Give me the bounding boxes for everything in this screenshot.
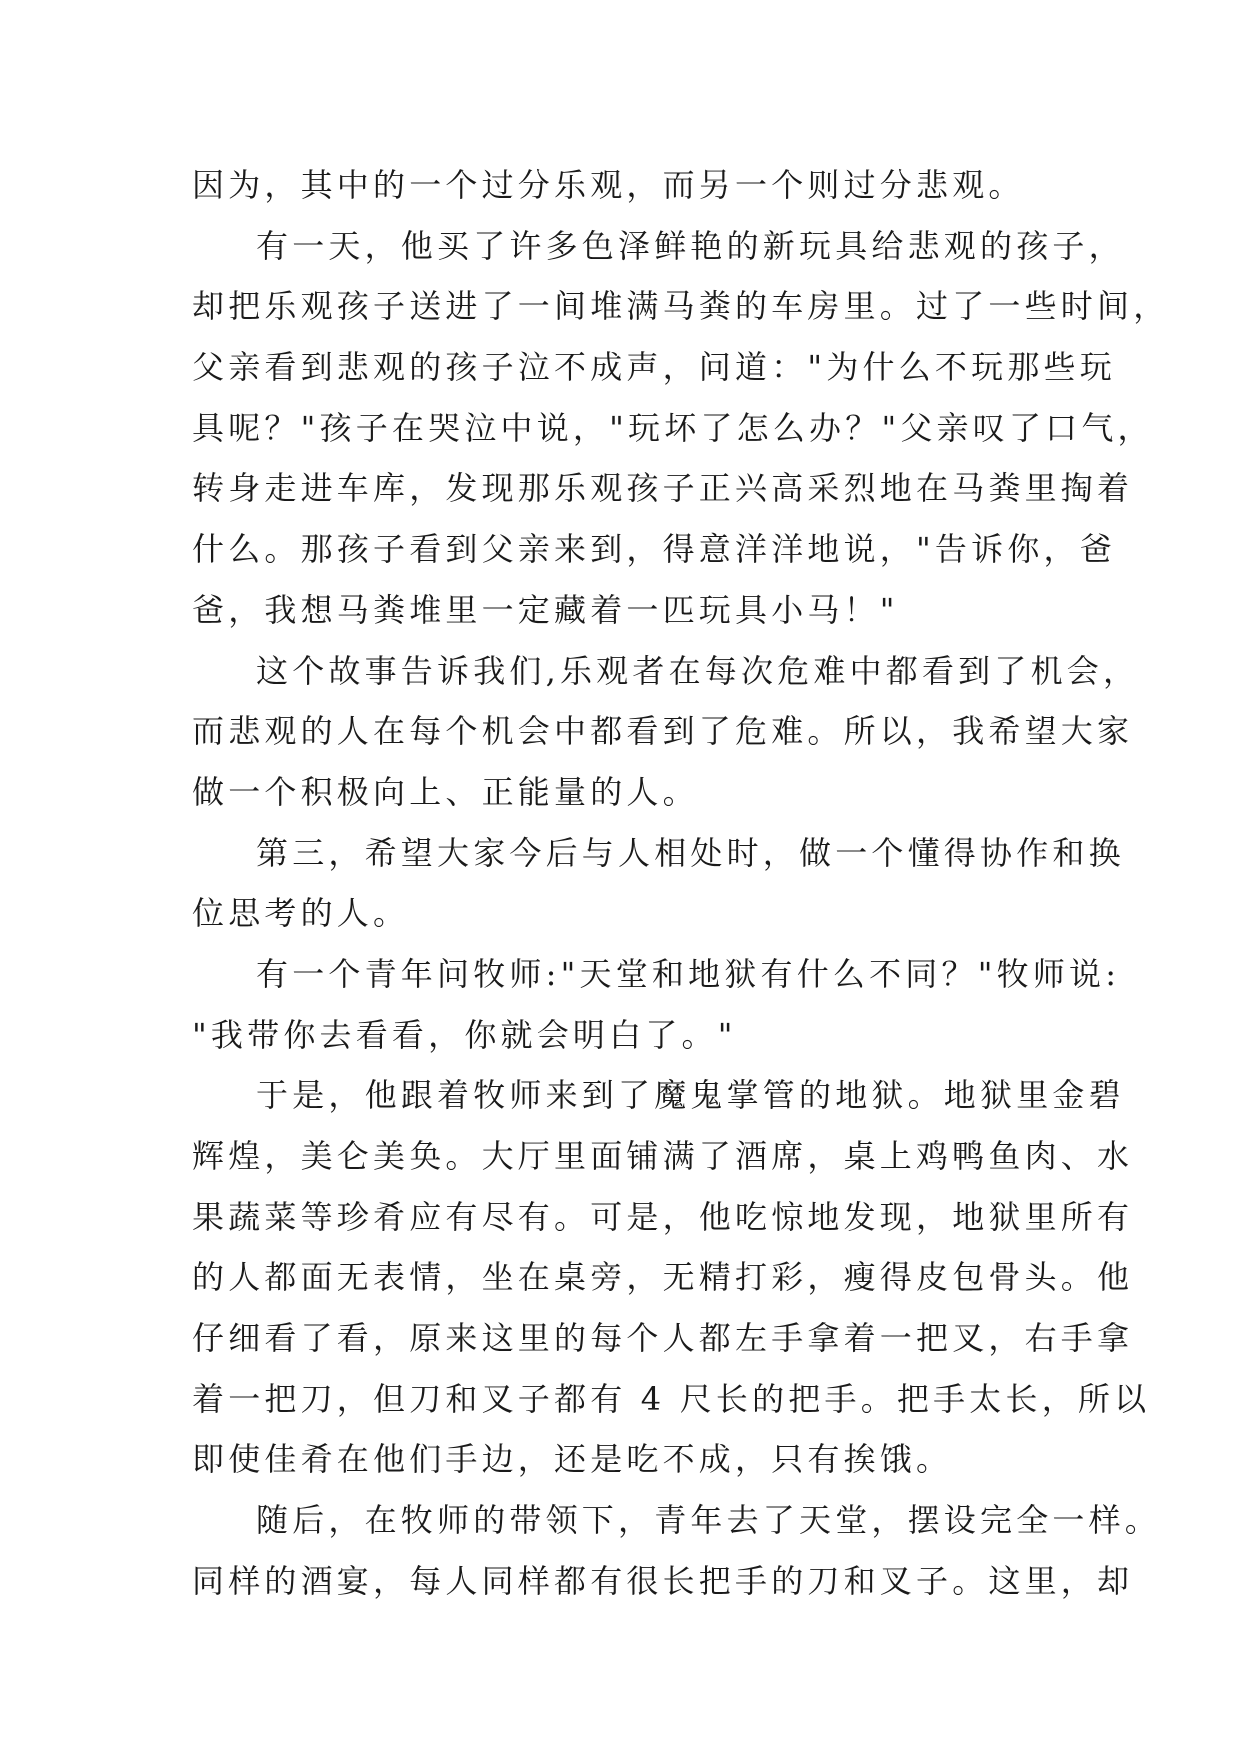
text-line: 着一把刀，但刀和叉子都有 4 尺长的把手。把手太长，所以 bbox=[192, 1379, 1151, 1418]
text-line: 有一个青年问牧师:"天堂和地狱有什么不同？"牧师说: bbox=[256, 954, 1121, 993]
text-line: 果蔬菜等珍肴应有尽有。可是，他吃惊地发现，地狱里所有 bbox=[192, 1197, 1134, 1236]
text-line: 于是，他跟着牧师来到了魔鬼掌管的地狱。地狱里金碧 bbox=[256, 1076, 1125, 1115]
text-line: 的人都面无表情，坐在桌旁，无精打彩，瘦得皮包骨头。他 bbox=[192, 1258, 1134, 1297]
text-line: 这个故事告诉我们,乐观者在每次危难中都看到了机会， bbox=[256, 651, 1140, 690]
text-line: 有一天，他买了许多色泽鲜艳的新玩具给悲观的孩子， bbox=[256, 226, 1125, 265]
text-line: 做一个积极向上、正能量的人。 bbox=[192, 772, 699, 811]
text-line: 位思考的人。 bbox=[192, 894, 410, 933]
text-line: 仔细看了看，原来这里的每个人都左手拿着一把叉，右手拿 bbox=[192, 1319, 1134, 1358]
text-line: 即使佳肴在他们手边，还是吃不成，只有挨饿。 bbox=[192, 1440, 953, 1479]
text-line: 同样的酒宴，每人同样都有很长把手的刀和叉子。这里，却 bbox=[192, 1561, 1134, 1600]
text-line: 却把乐观孩子送进了一间堆满马粪的车房里。过了一些时间， bbox=[192, 287, 1170, 326]
text-line: 具呢？"孩子在哭泣中说，"玩坏了怎么办？"父亲叹了口气， bbox=[192, 408, 1154, 447]
text-line: "我带你去看看，你就会明白了。" bbox=[192, 1015, 737, 1054]
text-line: 而悲观的人在每个机会中都看到了危难。所以，我希望大家 bbox=[192, 712, 1134, 751]
text-line: 爸，我想马粪堆里一定藏着一匹玩具小马！" bbox=[192, 590, 899, 629]
text-line: 父亲看到悲观的孩子泣不成声，问道："为什么不玩那些玩 bbox=[192, 348, 1116, 387]
text-line: 辉煌，美仑美奂。大厅里面铺满了酒席，桌上鸡鸭鱼肉、水 bbox=[192, 1137, 1134, 1175]
text-line: 因为，其中的一个过分乐观，而另一个则过分悲观。 bbox=[192, 166, 1025, 204]
text-line: 什么。那孩子看到父亲来到，得意洋洋地说，"告诉你，爸 bbox=[192, 530, 1116, 569]
text-line: 第三，希望大家今后与人相处时，做一个懂得协作和换 bbox=[256, 833, 1125, 872]
text-line: 转身走进车库，发现那乐观孩子正兴高采烈地在马粪里掏着 bbox=[192, 469, 1134, 508]
document-body bbox=[192, 155, 1170, 1612]
text-line: 随后，在牧师的带领下，青年去了天堂，摆设完全一样。 bbox=[256, 1501, 1162, 1540]
